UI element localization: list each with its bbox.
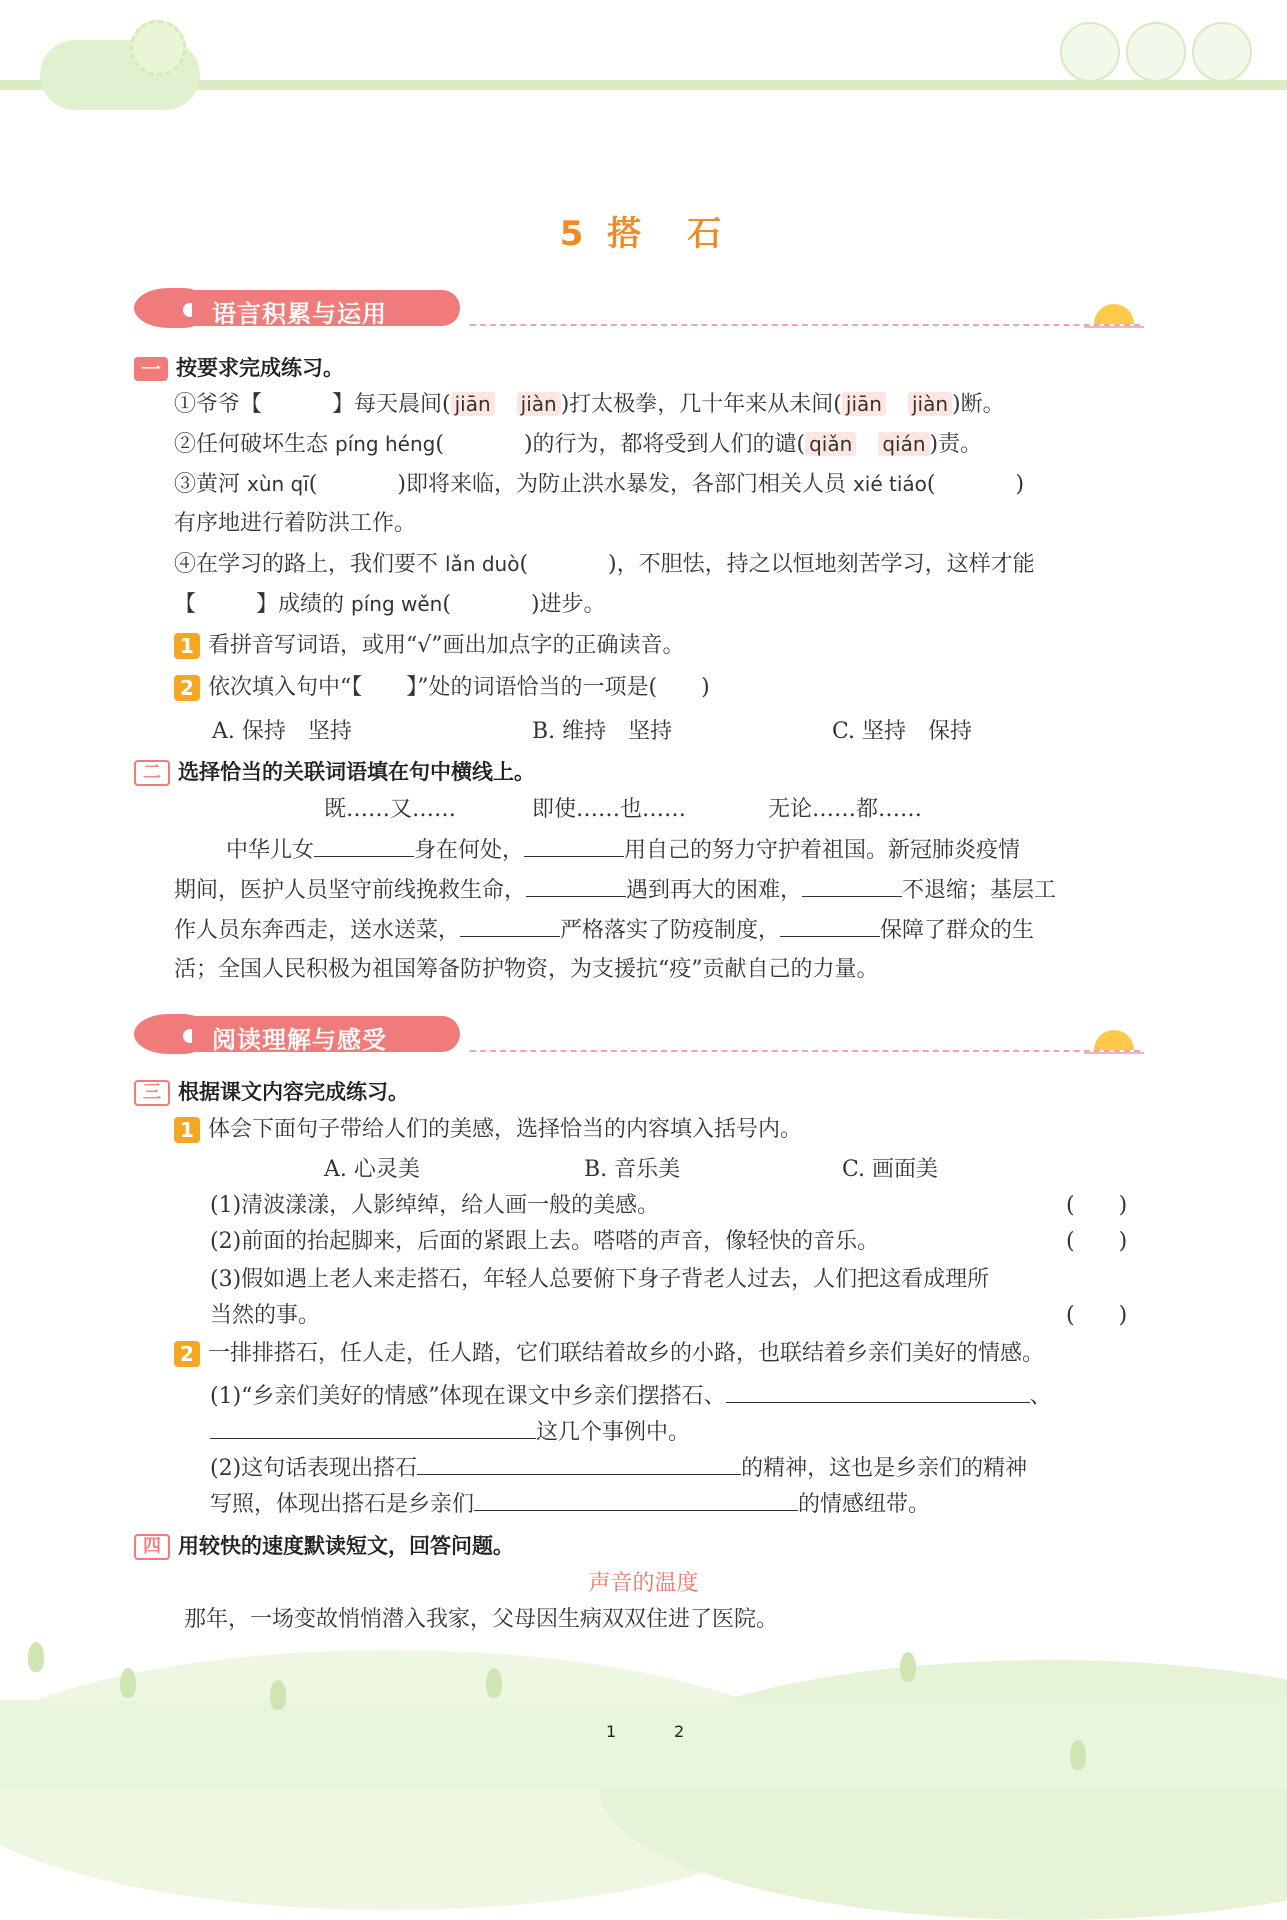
answer-paren[interactable]: ( ) <box>1066 1193 1128 1218</box>
tree-icon <box>28 1642 44 1672</box>
blank[interactable] <box>936 465 1016 491</box>
pinyin-option[interactable]: qiǎn <box>805 432 856 456</box>
blank[interactable] <box>528 545 608 571</box>
monkey-icon <box>1126 22 1186 82</box>
sentence-2: ②任何破坏生态 píng héng( )的行为，都将受到人们的谴( qiǎn qián )责。 <box>174 424 982 465</box>
q3-2-line-1: (1)“乡亲们美好的情感”体现在课文中乡亲们摆搭石、 、 <box>210 1376 1052 1417</box>
question-tag: 四 <box>134 1534 170 1560</box>
sentence-4: ④在学习的路上，我们要不 lǎn duò( )，不胆怯，持之以恒地刻苦学习，这样才能 <box>174 544 1035 585</box>
sentence-1: ①爷爷【 】每天晨间( jiān jiàn )打太极拳，几十年来从未间( jiān jiàn )断。 <box>174 384 1005 425</box>
tree-icon <box>270 1680 286 1710</box>
tree-icon <box>486 1668 502 1698</box>
question-tag: 三 <box>134 1080 170 1106</box>
dashed-divider <box>470 324 1140 326</box>
sentence-3-cont: 有序地进行着防洪工作。 <box>174 511 417 536</box>
blank[interactable] <box>802 870 902 897</box>
paragraph-line-1: 中华儿女 身在何处， 用自己的努力守护着祖国。新冠肺炎疫情 <box>226 830 1020 871</box>
dashed-divider <box>470 1050 1140 1052</box>
q3-2-line-3: (2)这句话表现出搭石 的精神，这也是乡亲们的精神 <box>210 1448 1027 1489</box>
ground-decoration <box>0 1700 1287 1789</box>
heading-text: 选择恰当的关联词语填在句中横线上。 <box>178 760 535 784</box>
banner-title: 语言积累与运用 <box>212 300 387 328</box>
blank[interactable] <box>444 425 524 451</box>
question-heading-4 <box>134 1530 514 1560</box>
horizon-line <box>1084 1052 1144 1054</box>
paragraph-line-3: 作人员东奔西走，送水送菜， 严格落实了防疫制度， 保障了群众的生 <box>174 910 1034 951</box>
pinyin-option[interactable]: jiàn <box>908 392 952 416</box>
blank[interactable] <box>780 910 880 937</box>
subquestion-1: 1 看拼音写词语，或用“√”画出加点字的正确读音。 <box>174 626 685 666</box>
cat-icon <box>1060 22 1120 82</box>
option-b[interactable]: B. 维持 坚持 <box>532 719 673 744</box>
section-banner-language <box>134 286 1144 330</box>
heading-text: 根据课文内容完成练习。 <box>178 1080 409 1104</box>
q3-2-line-2: 这几个事例中。 <box>210 1412 690 1453</box>
word-option-3: 无论……都…… <box>768 797 923 822</box>
pinyin-option[interactable]: jiàn <box>517 392 561 416</box>
sun-icon <box>1094 304 1134 324</box>
item-3-cont: 当然的事。 <box>210 1303 321 1328</box>
paragraph-line-2: 期间，医护人员坚守前线挽救生命， 遇到再大的困难， 不退缩；基层工 <box>174 870 1056 911</box>
story-first-line: 那年，一场变故悄悄潜入我家，父母因生病双双住进了医院。 <box>184 1607 779 1632</box>
choice-b: B. 音乐美 <box>584 1157 681 1182</box>
answer-paren[interactable]: ( ) <box>1066 1229 1128 1254</box>
answer-paren[interactable]: ( ) <box>1066 1303 1128 1328</box>
horizon-line <box>1084 326 1144 328</box>
option-a[interactable]: A. 保持 坚持 <box>212 719 352 744</box>
pinyin-option[interactable]: jiān <box>451 392 495 416</box>
paragraph-line-4: 活；全国人民积极为祖国筹备防护物资，为支援抗“疫”贡献自己的力量。 <box>174 957 879 982</box>
choice-a: A. 心灵美 <box>324 1157 420 1182</box>
subquestion-2: 2 一排排搭石，任人走，任人踏，它们联结着故乡的小路，也联结着乡亲们美好的情感。 <box>174 1334 1044 1374</box>
answer-blank[interactable] <box>726 1376 1030 1403</box>
blank[interactable] <box>196 585 256 611</box>
sun-icon <box>1094 1030 1134 1050</box>
animal-faces-decoration <box>1060 22 1260 82</box>
pinyin-option[interactable]: qián <box>878 432 929 456</box>
question-tag: 一 <box>134 357 168 381</box>
item-1: (1)清波漾漾，人影绰绰，给人画一般的美感。 <box>210 1193 660 1218</box>
story-title: 声音的温度 <box>588 1571 699 1596</box>
heading-text: 用较快的速度默读短文，回答问题。 <box>178 1534 514 1558</box>
sentence-3: ③黄河 xùn qī( )即将来临，为防止洪水暴发，各部门相关人员 xié tiáo( ) <box>174 464 1024 505</box>
answer-blank[interactable] <box>210 1412 536 1439</box>
page-number-right: 2 <box>674 1722 685 1741</box>
tree-icon <box>1070 1740 1086 1770</box>
question-heading-3 <box>134 1076 409 1106</box>
subquestion-1: 1 体会下面句子带给人们的美感，选择恰当的内容填入括号内。 <box>174 1110 802 1150</box>
blank[interactable] <box>451 585 531 611</box>
question-heading-2 <box>134 756 535 786</box>
pinyin-option[interactable]: jiān <box>842 392 886 416</box>
blank[interactable] <box>460 910 560 937</box>
q3-2-line-4: 写照，体现出搭石是乡亲们 的情感纽带。 <box>210 1484 930 1525</box>
choice-c: C. 画面美 <box>842 1157 939 1182</box>
heading-text: 按要求完成练习。 <box>176 356 344 380</box>
answer-blank[interactable] <box>474 1484 798 1511</box>
item-2: (2)前面的抬起脚来，后面的紧跟上去。嗒嗒的声音，像轻快的音乐。 <box>210 1229 880 1254</box>
tree-icon <box>900 1652 916 1682</box>
item-3: (3)假如遇上老人来走搭石，年轻人总要俯下身子背老人过去，人们把这看成理所 <box>210 1267 990 1292</box>
pig-icon <box>1192 22 1252 82</box>
banner-title: 阅读理解与感受 <box>212 1026 387 1054</box>
blank[interactable] <box>314 830 414 857</box>
lesson-title: 5 搭 石 <box>559 214 728 254</box>
blank[interactable] <box>526 870 626 897</box>
blank[interactable] <box>262 385 332 411</box>
word-option-1: 既……又…… <box>324 797 457 822</box>
sun-icon <box>130 20 186 76</box>
subquestion-2: 2 依次填入句中“【 】”处的词语恰当的一项是( ) <box>174 668 710 708</box>
question-heading-1 <box>134 352 344 382</box>
question-tag: 二 <box>134 760 170 786</box>
blank[interactable] <box>317 465 397 491</box>
tree-icon <box>120 1668 136 1698</box>
blank[interactable] <box>524 830 624 857</box>
word-option-2: 即使……也…… <box>532 797 687 822</box>
section-banner-reading <box>134 1012 1144 1056</box>
sentence-4-cont: 【 】成绩的 píng wěn( )进步。 <box>174 584 606 625</box>
page-number-left: 1 <box>606 1722 617 1741</box>
option-c[interactable]: C. 坚持 保持 <box>832 719 973 744</box>
answer-blank[interactable] <box>417 1448 741 1475</box>
